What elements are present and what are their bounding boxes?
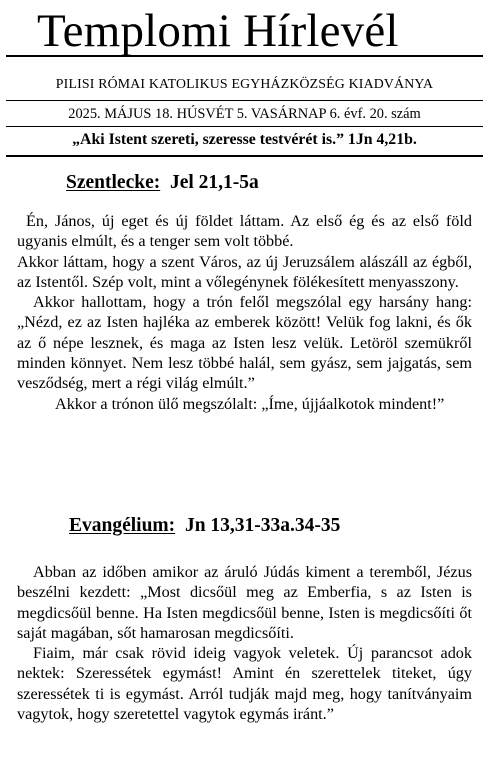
publisher-subtitle: PILISI RÓMAI KATOLIKUS EGYHÁZKÖZSÉG KIADVÁNYA [55,76,434,91]
gospel-paragraph: Abban az időben amikor az áruló Júdás kiment a teremből, Jézus beszélni kezdett: „Most dicsőül meg az Emberfia, s az Isten is megdicsőül benne. Ha Isten megdicsőül benne, Isten is megdicsőíti őt saját magában, sőt hamarosan megdicsőíti. [17,563,472,642]
motto-quote: „Aki Istent szereti, szeresse testvérét is.” 1Jn 4,21b. [72,131,417,148]
gospel-reference: Jn 13,31-33a.34-35 [184,515,341,536]
issue-rule [6,126,483,127]
reading-paragraph: Én, János, új eget és új földet láttam. Az első ég és az első föld ugyanis elmúlt, és a tenger sem volt többé. [17,212,472,251]
reading-paragraph: Akkor láttam, hogy a szent Város, az új Jeruzsálem alászáll az égből, az Istentől. Szép volt, mint a vőlegénynek fölékesített menyasszony. [17,252,472,291]
motto-rule [6,155,483,157]
gospel-text [17,562,472,724]
reading-label: Szentlecke: [66,172,161,193]
subtitle-rule [6,100,483,101]
masthead-title: Templomi Hírlevél [37,5,399,57]
reading-reference: Jel 21,1-5a [169,172,259,193]
reading-paragraph: Akkor hallottam, hogy a trón felől megszólal egy harsány hang: „Nézd, ez az Isten hajléka az emberek között! Velük fog lakni, és ők az ő népe lesznek, és maga az Isten lesz velük. Letöröl szemükről minden könnyet. Nem lesz többé halál, sem gyász, sem jajgatás, sem vesződség, mert a régi világ elmúlt.” [17,293,472,393]
reading-text [17,211,472,414]
issue-line: 2025. MÁJUS 18. HÚSVÉT 5. VASÁRNAP 6. évf. 20. szám [68,106,421,122]
reading-paragraph: Akkor a trónon ülő megszólalt: „Íme, újjáalkotok mindent!” [55,394,445,413]
gospel-heading [69,515,340,537]
gospel-label: Evangélium: [69,515,176,536]
reading-heading [66,172,259,194]
masthead-rule [6,55,483,57]
gospel-paragraph: Fiaim, már csak rövid ideig vagyok veletek. Új parancsot adok nektek: Szeressétek egymást! Amint én szerettelek titeket, úgy szeressétek ti is egymást. Arról tudják majd meg, hogy tanítványaim vagytok, hogy szeretettel vagytok egymás iránt.” [17,644,472,724]
